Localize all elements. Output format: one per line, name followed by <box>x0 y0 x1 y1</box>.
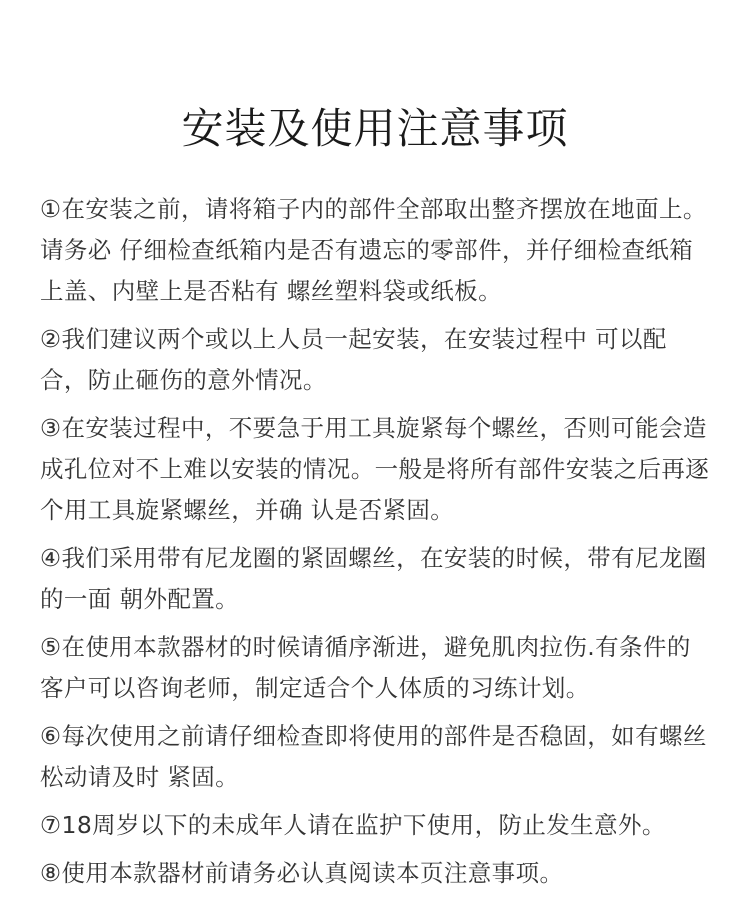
note-item-1: ①在安装之前，请将箱子内的部件全部取出整齐摆放在地面上。请务必 仔细检查纸箱内是否有遗忘的零部件，并仔细检查纸箱上盖、内壁上是否粘有 螺丝塑料袋或纸板。 <box>40 195 707 305</box>
note-item-5: ⑤在使用本款器材的时候请循序渐进，避免肌肉拉伤.有条件的客户可以咨询老师，制定适合个人体质的习练计划。 <box>40 633 691 702</box>
note-item-2: ②我们建议两个或以上人员一起安装，在安装过程中 可以配合，防止砸伤的意外情况。 <box>40 325 667 394</box>
note-item-8: ⑧使用本款器材前请务必认真阅读本页注意事项。 <box>40 859 564 887</box>
note-item-3: ③在安装过程中，不要急于用工具旋紧每个螺丝，否则可能会造成孔位对不上难以安装的情况。一般是将所有部件安装之后再逐个用工具旋紧螺丝，并确 认是否紧固。 <box>40 414 710 524</box>
note-item-4: ④我们采用带有尼龙圈的紧固螺丝，在安装的时候，带有尼龙圈的一面 朝外配置。 <box>40 544 707 613</box>
page-title: 安装及使用注意事项 <box>181 104 569 153</box>
notes-list <box>40 189 712 901</box>
note-item-6: ⑥每次使用之前请仔细检查即将使用的部件是否稳固，如有螺丝松动请及时 紧固。 <box>40 722 707 791</box>
note-item-7: ⑦18周岁以下的未成年人请在监护下使用，防止发生意外。 <box>40 811 666 839</box>
